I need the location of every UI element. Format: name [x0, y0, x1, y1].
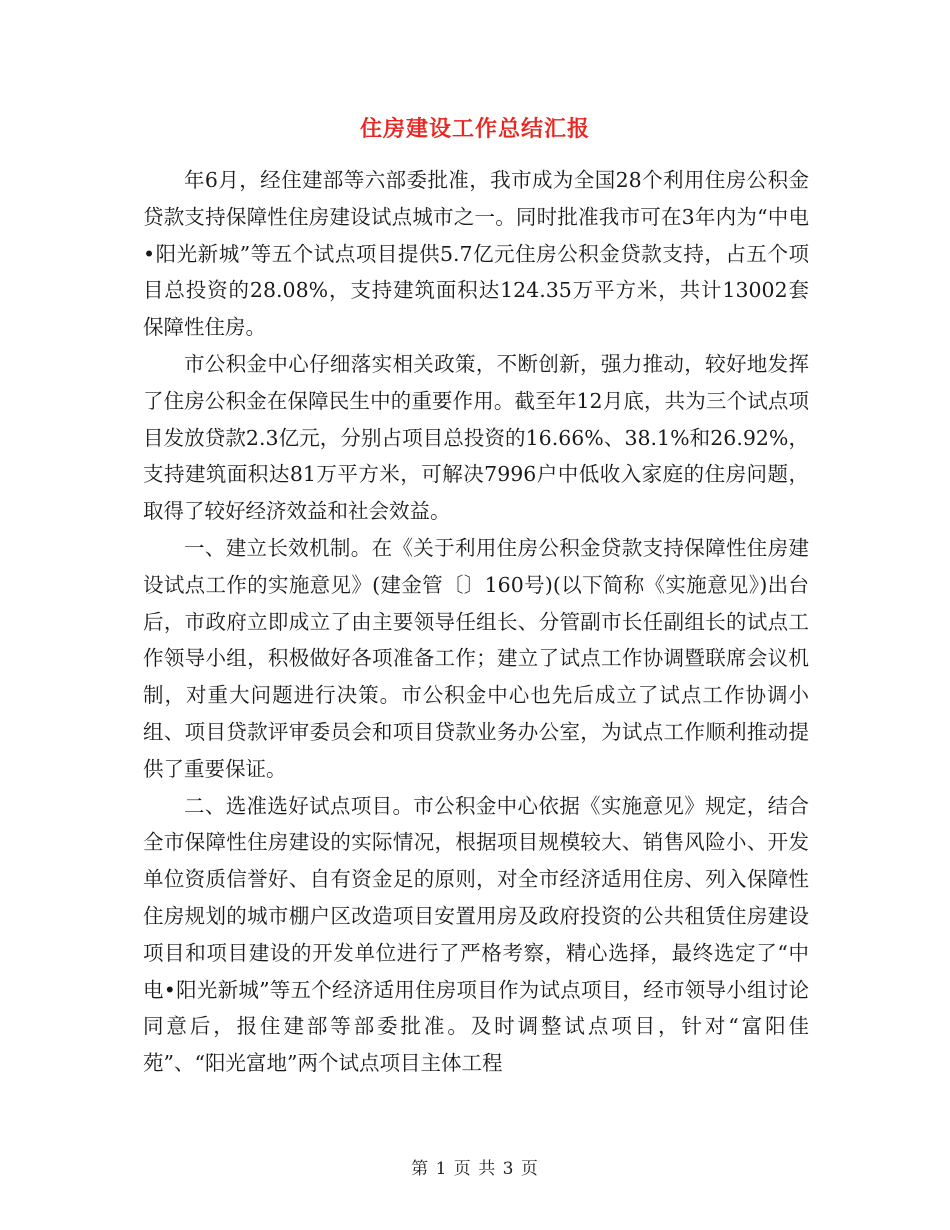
paragraph-achievements: 市公积金中心仔细落实相关政策，不断创新，强力推动，较好地发挥了住房公积金在保障民生中的重要作用。截至年12月底，共为三个试点项目发放贷款2.3亿元，分别占项目总投资的16.66%、38.1%和26.92%，支持建筑面积达81万平方米，可解决7996户中低收入家庭的住房问题，取得了较好经济效益和社会效益。 — [143, 351, 809, 524]
document-title: 住房建设工作总结汇报 — [359, 116, 590, 142]
paragraph-section-2: 二、选准选好试点项目。市公积金中心依据《实施意见》规定，结合全市保障性住房建设的实际情况，根据项目规模较大、销售风险小、开发单位资质信誉好、自有资金足的原则，对全市经济适用住房、列入保障性住房规划的城市棚户区改造项目安置用房及政府投资的公共租赁住房建设项目和项目建设的开发单位进行了严格考察，精心选择，最终选定了“中电•阳光新城”等五个经济适用住房项目作为试点项目，经市领导小组讨论同意后，报住建部等部委批准。及时调整试点项目，针对“富阳佳苑”、“阳光富地”两个试点项目主体工程 — [143, 793, 809, 1076]
paragraph-section-1: 一、建立长效机制。在《关于利用住房公积金贷款支持保障性住房建设试点工作的实施意见》(建金管〔〕160号)(以下简称《实施意见》)出台后，市政府立即成立了由主要领导任组长、分管副市长任副组长的试点工作领导小组，积极做好各项准备工作；建立了试点工作协调暨联席会议机制，对重大问题进行决策。市公积金中心也先后成立了试点工作协调小组、项目贷款评审委员会和项目贷款业务办公室，为试点工作顺利推动提供了重要保证。 — [143, 535, 809, 781]
paragraph-intro: 年6月，经住建部等六部委批准，我市成为全国28个利用住房公积金贷款支持保障性住房建设试点城市之一。同时批准我市可在3年内为“中电•阳光新城”等五个试点项目提供5.7亿元住房公积金贷款支持，占五个项目总投资的28.08%，支持建筑面积达124.35万平方米，共计13002套保障性住房。 — [143, 168, 809, 340]
document-body — [143, 162, 809, 1082]
page-footer: 第 1 页 共 3 页 — [411, 1159, 539, 1179]
